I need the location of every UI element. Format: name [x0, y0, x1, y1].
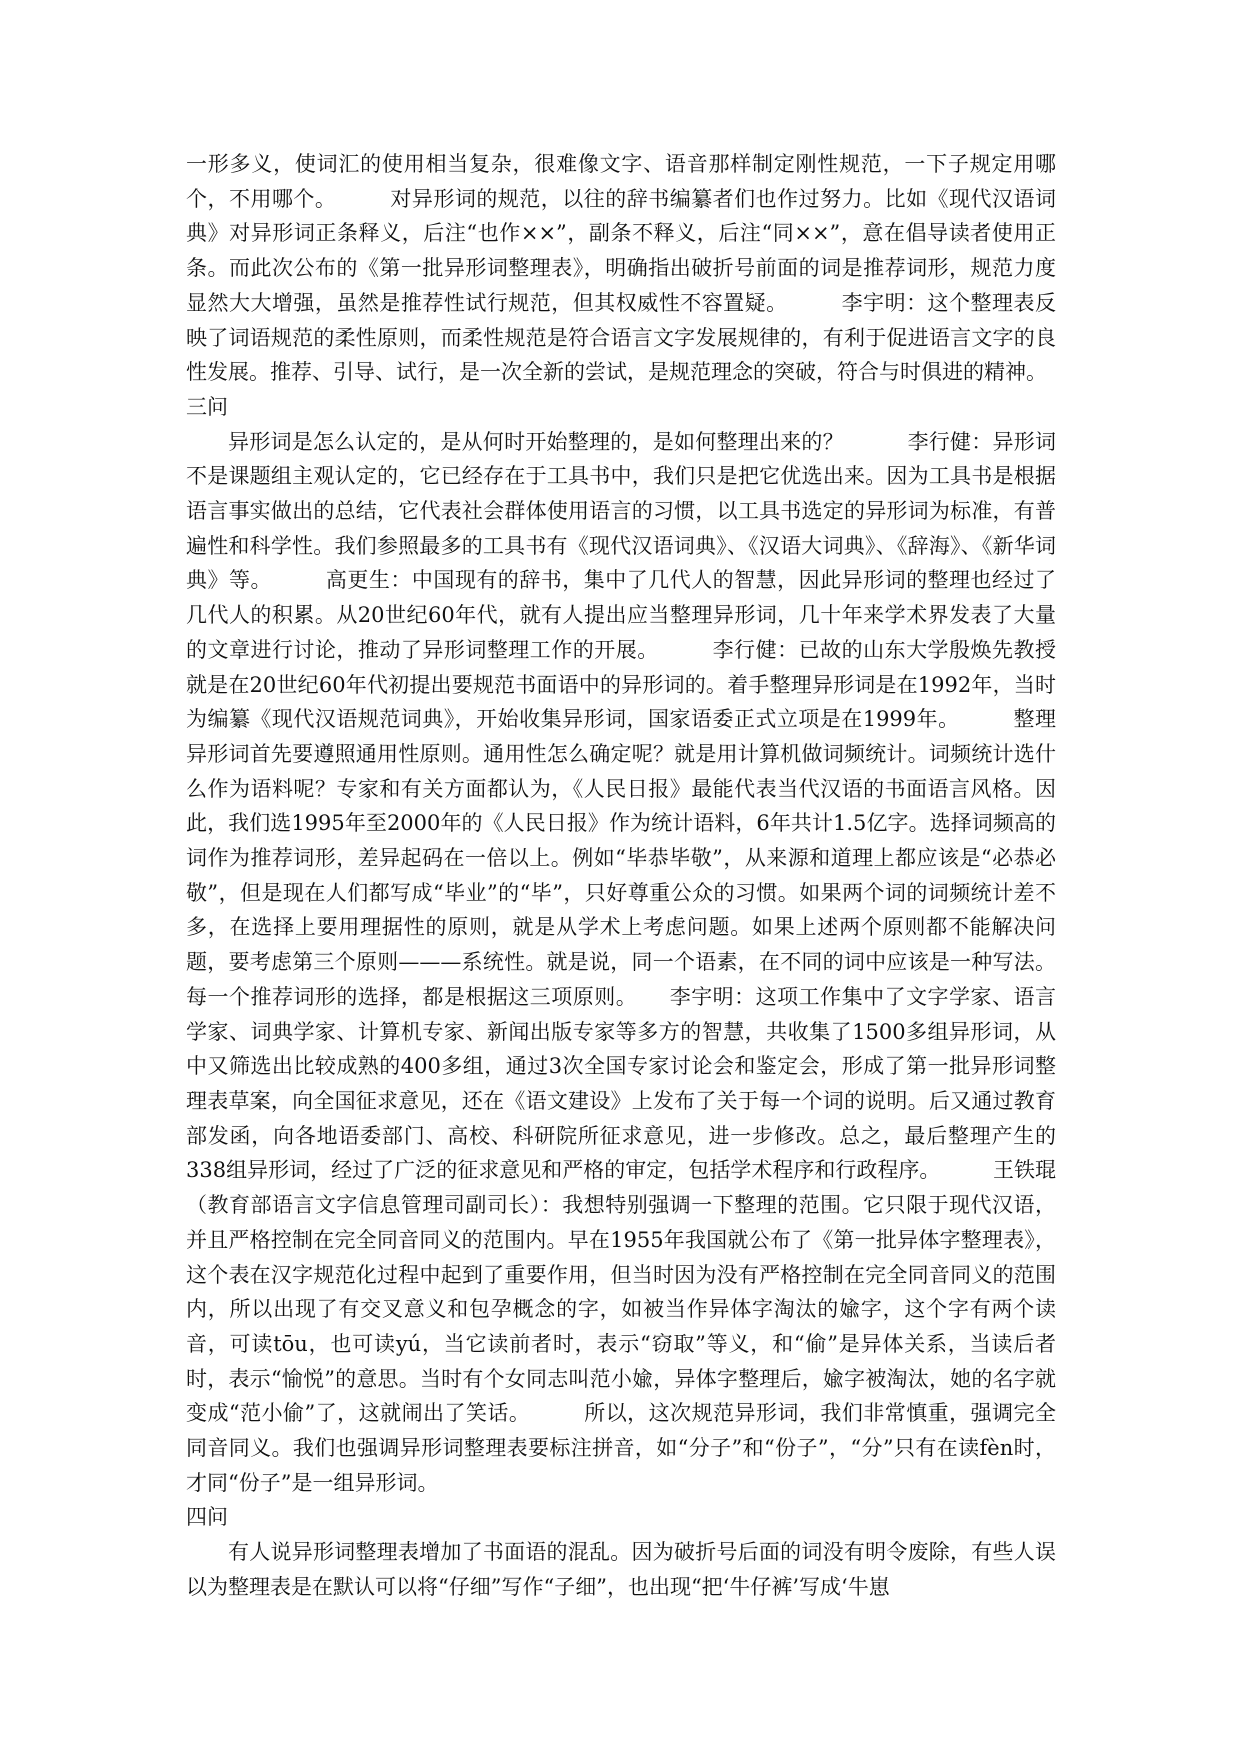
paragraph-intro: 一形多义，使词汇的使用相当复杂，很难像文字、语音那样制定刚性规范，一下子规定用哪个，不用哪个。 对异形词的规范，以往的辞书编纂者们也作过努力。比如《现代汉语词典》对异形词正条释义，后注“也作××”，副条不释义，后注“同××”，意在倡导读者使用正条。而此次公布的《第一批异形词整理表》，明确指出破折号前面的词是推荐词形，规范力度显然大大增强，虽然是推荐性试行规范，但其权威性不容置疑。 李宇明：这个整理表反映了词语规范的柔性原则，而柔性规范是符合语言文字发展规律的，有利于促进语言文字的良性发展。推荐、引导、试行，是一次全新的尝试，是规范理念的突破，符合与时俱进的精神。 [186, 152, 1056, 385]
paragraph-section-four: 有人说异形词整理表增加了书面语的混乱。因为破折号后面的词没有明令废除，有些人误以为整理表是在默认可以将“仔细”写作“子细”，也出现“把‘牛仔裤’写成‘牛崽 [186, 1540, 1056, 1599]
section-heading-si-wen: 四问 [186, 1505, 228, 1530]
paragraph-section-three: 异形词是怎么认定的，是从何时开始整理的，是如何整理出来的？ 李行健：异形词不是课题组主观认定的，它已经存在于工具书中，我们只是把它优选出来。因为工具书是根据语言事实做出的总结，它代表社会群体使用语言的习惯，以工具书选定的异形词为标准，有普遍性和科学性。我们参照最多的工具书有《现代汉语词典》、《汉语大词典》、《辞海》、《新华词典》等。 高更生：中国现有的辞书，集中了几代人的智慧，因此异形词的整理也经过了几代人的积累。从20世纪60年代，就有人提出应当整理异形词，几十年来学术界发表了大量的文章进行讨论，推动了异形词整理工作的开展。 李行健：已故的山东大学殷焕先教授就是在20世纪60年代初提出要规范书面语中的异形词的。着手整理异形词是在1992年，当时为编纂《现代汉语规范词典》，开始收集异形词，国家语委正式立项是在1999年。 整理异形词首先要遵照通用性原则。通用性怎么确定呢？就是用计算机做词频统计。词频统计选什么作为语料呢？专家和有关方面都认为，《人民日报》最能代表当代汉语的书面语言风格。因此，我们选1995年至2000年的《人民日报》作为统计语料，6年共计1.5亿字。选择词频高的词作为推荐词形，差异起码在一倍以上。例如“毕恭毕敬”，从来源和道理上都应该是“必恭必敬”，但是现在人们都写成“毕业”的“毕”，只好尊重公众的习惯。如果两个词的词频统计差不多，在选择上要用理据性的原则，就是从学术上考虑问题。如果上述两个原则都不能解决问题，要考虑第三个原则———系统性。就是说，同一个语素，在不同的词中应该是一种写法。每一个推荐词形的选择，都是根据这三项原则。 李宇明：这项工作集中了文字学家、语言学家、词典学家、计算机专家、新闻出版专家等多方的智慧，共收集了1500多组异形词，从中又筛选出比较成熟的400多组，通过3次全国专家讨论会和鉴定会，形成了第一批异形词整理表草案，向全国征求意见，还在《语文建设》上发布了关于每一个词的说明。后又通过教育部发函，向各地语委部门、高校、科研院所征求意见，进一步修改。总之，最后整理产生的338组异形词，经过了广泛的征求意见和严格的审定，包括学术程序和行政程序。 王铁琨（教育部语言文字信息管理司副司长）：我想特别强调一下整理的范围。它只限于现代汉语，并且严格控制在完全同音同义的范围内。早在1955年我国就公布了《第一批异体字整理表》，这个表在汉字规范化过程中起到了重要作用，但当时因为没有严格控制在完全同音同义的范围内，所以出现了有交叉意义和包孕概念的字，如被当作异体字淘汰的婾字，这个字有两个读音，可读tōu，也可读yú，当它读前者时，表示“窃取”等义，和“偷”是异体关系，当读后者时，表示“愉悦”的意思。当时有个女同志叫范小婾，异体字整理后，婾字被淘汰，她的名字就变成“范小偷”了，这就闹出了笑话。 所以，这次规范异形词，我们非常慎重，强调完全同音同义。我们也强调异形词整理表要标注拼音，如“分子”和“份子”，“分”只有在读fèn时，才同“份子”是一组异形词。 [186, 429, 1056, 1495]
section-heading-san-wen: 三问 [186, 394, 228, 419]
document-page [186, 147, 1056, 1605]
